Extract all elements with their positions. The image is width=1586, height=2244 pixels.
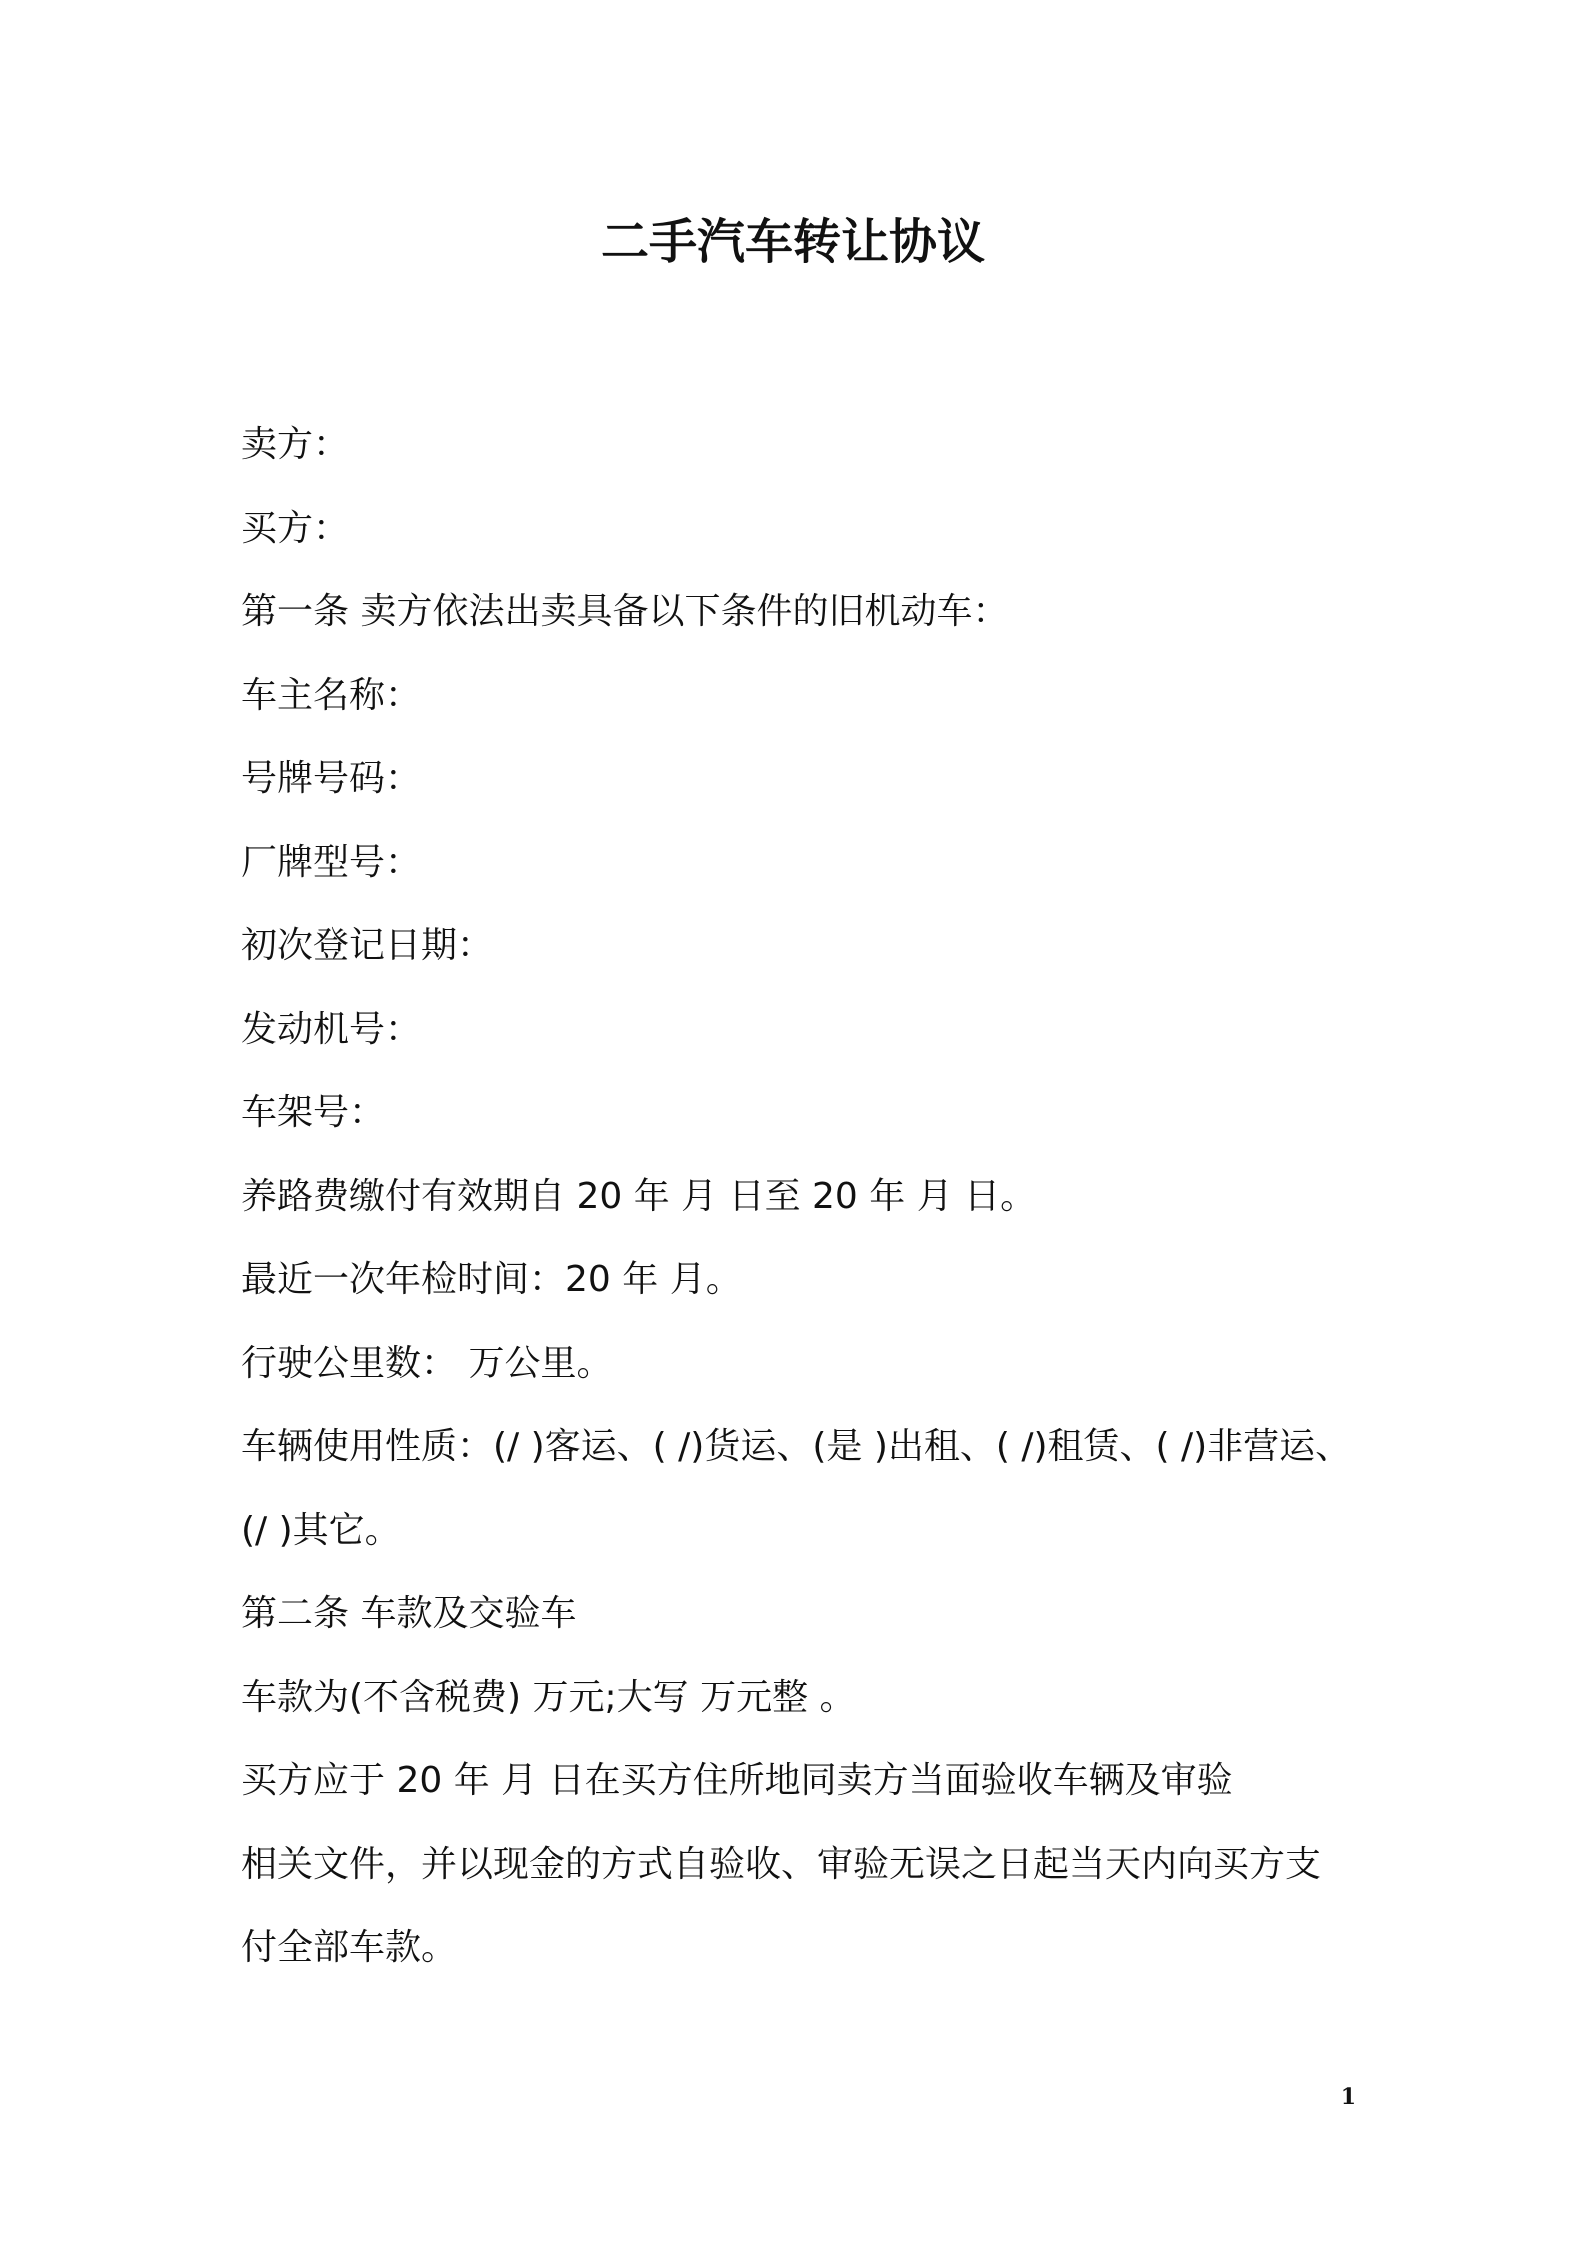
seller-line: 卖方：: [241, 424, 350, 465]
payment-paragraph-line-3: 付全部车款。: [241, 1927, 458, 1968]
owner-name-line: 车主名称：: [241, 674, 422, 716]
usage-type-line: 车辆使用性质：(/ )客运、( /)货运、(是 )出租、( /)租赁、( /)非营运、: [241, 1426, 1352, 1467]
chassis-number-line: 车架号：: [241, 1092, 386, 1133]
mileage-line: 行驶公里数： 万公里。: [241, 1342, 613, 1384]
usage-type-line-continued: (/ )其它。: [241, 1509, 401, 1551]
engine-number-line: 发动机号：: [241, 1008, 422, 1050]
plate-number-line: 号牌号码：: [241, 758, 422, 799]
brand-model-line: 厂牌型号：: [241, 841, 422, 883]
price-line: 车款为(不含税费) 万元;大写 万元整 。: [241, 1676, 856, 1718]
buyer-line: 买方：: [241, 507, 350, 549]
payment-paragraph-line-2: 相关文件，并以现金的方式自验收、审验无误之日起当天内向买方支: [241, 1843, 1322, 1885]
road-fee-validity-line: 养路费缴付有效期自 20 年 月 日至 20 年 月 日。: [241, 1175, 1037, 1217]
article-2-heading: 第二条 车款及交验车: [241, 1593, 577, 1634]
last-inspection-line: 最近一次年检时间：20 年 月。: [241, 1259, 742, 1300]
document-body: [241, 403, 1381, 1990]
payment-paragraph-line-1: 买方应于 20 年 月 日在买方住所地同卖方当面验收车辆及审验: [241, 1760, 1233, 1801]
document-title: 二手汽车转让协议: [600, 214, 985, 270]
first-registration-date-line: 初次登记日期：: [241, 925, 494, 966]
article-1-heading: 第一条 卖方依法出卖具备以下条件的旧机动车：: [241, 591, 1009, 632]
page-number: 1: [1340, 2084, 1356, 2110]
